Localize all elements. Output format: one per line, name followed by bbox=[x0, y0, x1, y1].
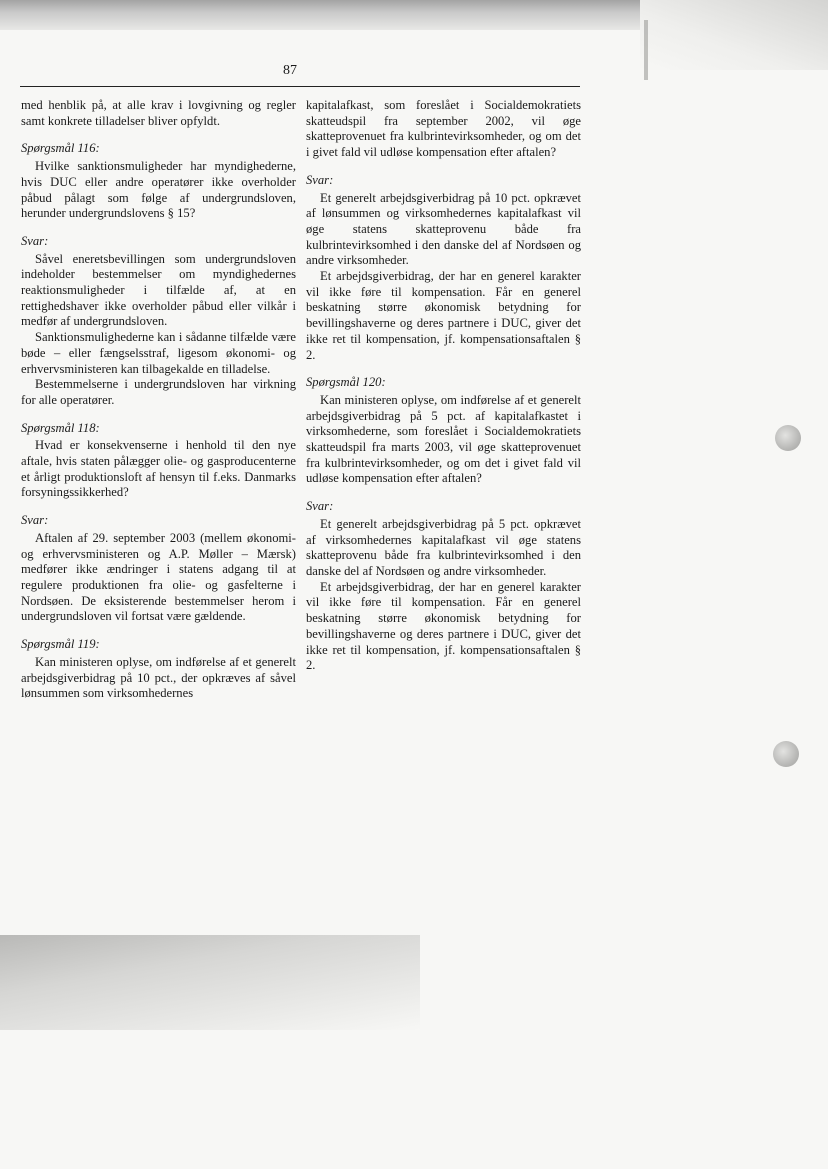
question-119-continued: kapitalafkast, som foreslået i Socialdemokratiets skatteudspil fra september 2002, vil øge skatteprovenuet fra kulbrintevirksomheder, og om det i givet fald vil udløse kompensation efter aftalen? bbox=[306, 98, 581, 160]
question-116-text: Hvilke sanktionsmuligheder har myndighederne, hvis DUC eller andre operatører ikke overholder påbud pålagt som følge af undergrundsloven, herunder undergrundslovens § 15? bbox=[21, 159, 296, 221]
question-120-heading: Spørgsmål 120: bbox=[306, 375, 386, 390]
question-118-heading: Spørgsmål 118: bbox=[21, 420, 100, 435]
header-rule bbox=[20, 86, 580, 87]
punch-hole-lower bbox=[773, 741, 799, 767]
answer-120-heading: Svar: bbox=[306, 499, 334, 514]
answer-118-text: Aftalen af 29. september 2003 (mellem økonomi- og erhvervsministeren og A.P. Møller – Mærsk) medfører ikke ændringer i statens adgang til at regulere produktionen fra olie- og gasfelterne i Nordsøen. De eksisterende bestemmelser herom i undergrundsloven vil fortsat være gældende. bbox=[21, 530, 296, 624]
punch-hole-upper bbox=[775, 425, 801, 451]
scan-shadow-top-right bbox=[640, 0, 828, 70]
left-column bbox=[21, 98, 296, 702]
page-number: 87 bbox=[283, 63, 297, 78]
answer-119-paragraph-2: Et arbejdsgiverbidrag, der har en generel karakter vil ikke føre til kompensation. Får en generel beskatning større økonomisk betydning for bevillingshaverne og deres partnere i DUC, giver det ikke ret til kompensation, jf. kompensationsaftalen § 2. bbox=[306, 269, 581, 362]
answer-120-paragraph-1: Et generelt arbejdsgiverbidrag på 5 pct. opkrævet af virksomhedernes kapitalafkast vil øge statens skatteprovenu både fra kulbrintevirksomhed i den danske del af Nordsøen og andre virksomheder. bbox=[306, 516, 581, 578]
answer-116-paragraph-1: Såvel eneretsbevillingen som undergrundsloven indeholder bestemmelser om myndighedernes reaktionsmuligheder i tilfælde af, at en rettighedshaver ikke overholder påbud eller vilkår i medfør af undergrundsloven. bbox=[21, 251, 296, 329]
scan-shadow-top bbox=[0, 0, 660, 30]
answer-119-paragraph-1: Et generelt arbejdsgiverbidrag på 10 pct. opkrævet af lønsummen og virksomhedernes kapitalafkast vil øge statens skatteprovenu både fra kulbrintevirksomhed i den danske del af Nordsøen og andre virksomheder. bbox=[306, 190, 581, 268]
question-119-text: Kan ministeren oplyse, om indførelse af et generelt arbejdsgiverbidrag på 10 pct., der opkræves af såvel lønsummen som virksomhedernes bbox=[21, 654, 296, 701]
answer-116-heading: Svar: bbox=[21, 233, 49, 248]
question-119-heading: Spørgsmål 119: bbox=[21, 637, 100, 652]
scan-page-edge bbox=[644, 20, 648, 80]
intro-paragraph: med henblik på, at alle krav i lovgivning og regler samt konkrete tilladelser bliver opfyldt. bbox=[21, 98, 296, 128]
answer-116-paragraph-2: Sanktionsmulighederne kan i sådanne tilfælde være bøde – eller fængselsstraf, ligesom økonomi- og erhvervsministeren kan tilbagekalde en tilladelse. bbox=[21, 330, 296, 376]
scan-shadow-bottom bbox=[0, 935, 420, 1030]
answer-120-paragraph-2: Et arbejdsgiverbidrag, der har en generel karakter vil ikke føre til kompensation. Får en generel beskatning større økonomisk betydning for bevillingshaverne og deres partnere i DUC, giver det ikke ret til kompensation, jf. kompensationsaftalen § 2. bbox=[306, 579, 581, 673]
question-116-heading: Spørgsmål 116: bbox=[21, 141, 100, 156]
right-column bbox=[306, 98, 581, 674]
question-120-text: Kan ministeren oplyse, om indførelse af et generelt arbejdsgiverbidrag på 5 pct. af kapitalafkastet i virksomhederne, som foreslået i Socialdemokratiets skatteudspil fra marts 2003, vil øge skatteprovenuet fra kulbrintevirksomheder, og om det i givet fald vil udløse kompensation efter aftalen? bbox=[306, 392, 581, 486]
question-118-text: Hvad er konsekvenserne i henhold til den nye aftale, hvis staten pålægger olie- og gasproducenterne et årligt produktionsloft af hensyn til f.eks. Danmarks forsyningssikkerhed? bbox=[21, 438, 296, 500]
answer-116-paragraph-3: Bestemmelserne i undergrundsloven har virkning for alle operatører. bbox=[21, 377, 296, 407]
answer-118-heading: Svar: bbox=[21, 513, 49, 528]
answer-119-heading: Svar: bbox=[306, 172, 334, 187]
